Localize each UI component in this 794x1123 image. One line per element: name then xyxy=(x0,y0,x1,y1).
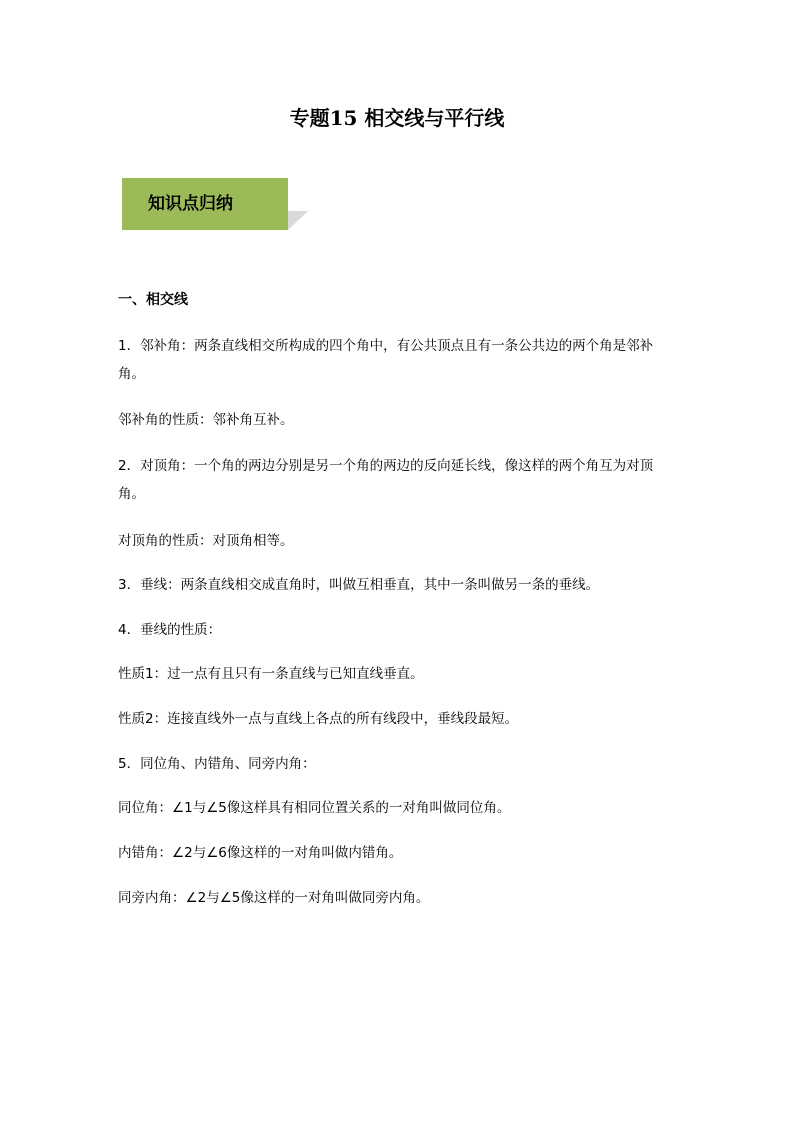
paragraph-property-2 xyxy=(118,705,678,733)
paragraph-corresponding-angles xyxy=(118,794,678,822)
paragraph-adjacent-supplementary-property xyxy=(118,406,678,434)
section-banner xyxy=(122,178,308,232)
paragraph-angle-types xyxy=(118,750,678,778)
paragraph-property-1 xyxy=(118,660,678,688)
section-heading: 一、相交线 xyxy=(118,292,188,308)
paragraph-perpendicular-definition xyxy=(118,571,678,599)
paragraph-perpendicular-properties xyxy=(118,616,678,644)
text-line: 角。 xyxy=(118,366,145,382)
paragraph-vertical-angle-definition xyxy=(118,452,678,508)
banner-label: 知识点归纳 xyxy=(122,178,288,230)
text-line: 同旁内角：∠2与∠5像这样的一对角叫做同旁内角。 xyxy=(118,890,430,906)
paragraph-alternate-interior-angles xyxy=(118,839,678,867)
paragraph-co-interior-angles xyxy=(118,884,678,912)
text-line: 内错角：∠2与∠6像这样的一对角叫做内错角。 xyxy=(118,845,403,861)
paragraph-adjacent-supplementary-definition xyxy=(118,332,678,388)
text-line: 同位角：∠1与∠5像这样具有相同位置关系的一对角叫做同位角。 xyxy=(118,800,511,816)
paragraph-vertical-angle-property xyxy=(118,527,678,555)
text-line: 3．垂线：两条直线相交成直角时，叫做互相垂直，其中一条叫做另一条的垂线。 xyxy=(118,577,600,593)
text-line: 2．对顶角：一个角的两边分别是另一个角的两边的反向延长线，像这样的两个角互为对顶 xyxy=(118,458,654,474)
text-line: 1．邻补角：两条直线相交所构成的四个角中，有公共顶点且有一条公共边的两个角是邻补 xyxy=(118,338,654,354)
text-line: 邻补角的性质：邻补角互补。 xyxy=(118,412,294,428)
text-line: 角。 xyxy=(118,486,145,502)
text-line: 对顶角的性质：对顶角相等。 xyxy=(118,533,294,549)
text-line: 4．垂线的性质： xyxy=(118,622,222,638)
text-line: 性质1：过一点有且只有一条直线与已知直线垂直。 xyxy=(118,666,424,682)
page-title: 专题15 相交线与平行线 xyxy=(289,106,505,130)
text-line: 5．同位角、内错角、同旁内角： xyxy=(118,756,316,772)
text-line: 性质2：连接直线外一点与直线上各点的所有线段中，垂线段最短。 xyxy=(118,711,519,727)
